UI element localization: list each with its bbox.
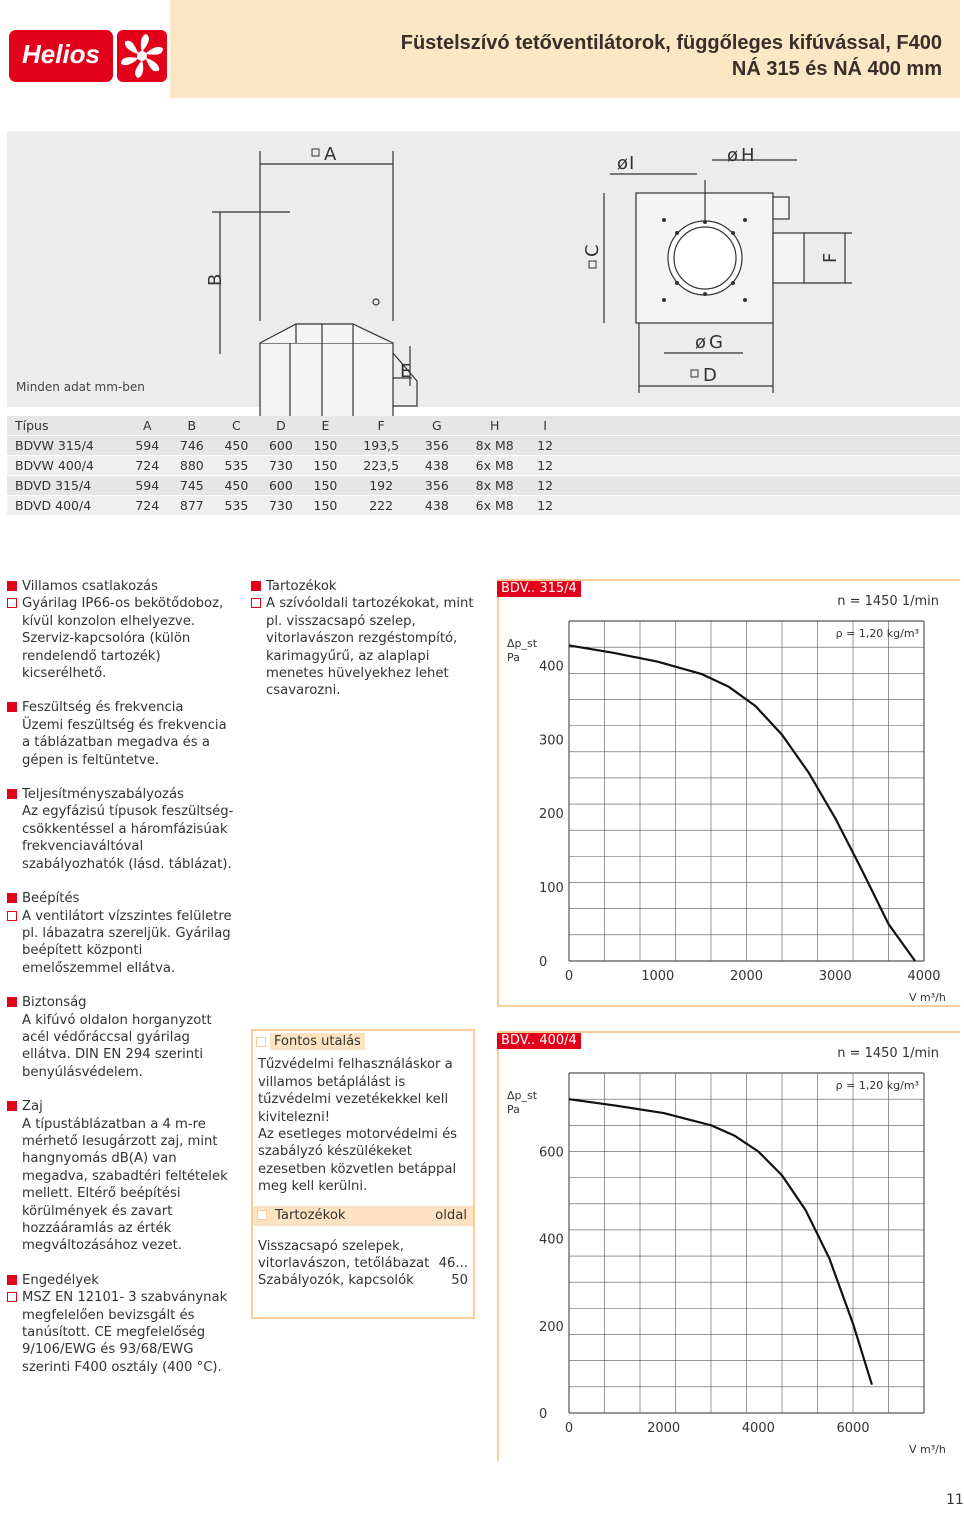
page-number: 11 <box>946 1492 964 1508</box>
x-tick-label: 2000 <box>729 969 764 984</box>
table-cell: 535 <box>214 496 259 516</box>
y-tick-label: 0 <box>539 955 548 970</box>
table-cell: 877 <box>170 496 215 516</box>
section-heading: Engedélyek <box>22 1272 99 1288</box>
table-cell: 594 <box>125 436 170 456</box>
y-tick-label: 400 <box>539 659 564 675</box>
table-row <box>7 476 960 496</box>
density-label: ρ = 1,20 kg/m³ <box>835 627 919 640</box>
performance-curve <box>569 1099 872 1385</box>
column-header: Típus <box>7 416 125 436</box>
dim-label-f: F <box>820 252 841 263</box>
dim-label-i-prefix: ø <box>617 153 629 174</box>
x-axis-label: V m³/h <box>909 1443 946 1456</box>
table-cell: 535 <box>214 456 259 476</box>
oldal-label: oldal <box>435 1207 467 1223</box>
x-tick-label: 1000 <box>641 969 675 984</box>
table-cell: BDVW 400/4 <box>7 456 125 476</box>
x-tick-label: 6000 <box>836 1421 870 1436</box>
table-spacer-cell <box>560 476 960 496</box>
fontos-heading: Fontos utalás <box>270 1033 365 1050</box>
chart-panel-400 <box>497 1031 960 1461</box>
x-tick-label: 3000 <box>818 969 852 984</box>
y-axis-unit: Pa <box>507 1103 520 1116</box>
red-square-icon <box>7 702 17 712</box>
table-cell: BDVD 400/4 <box>7 496 125 516</box>
dim-label-g-prefix: ø <box>695 332 707 353</box>
column-header: C <box>214 416 259 436</box>
red-square-icon <box>7 997 17 1007</box>
open-square-icon <box>256 1037 266 1047</box>
y-tick-label: 100 <box>539 881 564 897</box>
chart-panel-315 <box>497 579 960 1007</box>
open-square-icon <box>7 1292 17 1302</box>
y-tick-label: 300 <box>539 733 564 749</box>
table-cell: 150 <box>303 496 348 516</box>
table-cell: 356 <box>415 476 460 496</box>
speed-label: n = 1450 1/min <box>837 594 939 609</box>
speed-label: n = 1450 1/min <box>837 1046 939 1061</box>
important-note-box <box>251 1029 475 1319</box>
section-heading: Tartozékok <box>266 579 337 594</box>
section-heading: Teljesítményszabályozás <box>22 787 184 803</box>
dim-label-h-prefix: ø <box>727 145 739 166</box>
dim-label-i: I <box>629 153 635 174</box>
y-tick-label: 600 <box>539 1145 564 1161</box>
table-cell: 150 <box>303 456 348 476</box>
table-cell: 8x M8 <box>459 436 530 456</box>
section-teljesitmeny-title <box>22 786 237 803</box>
technical-drawing <box>7 131 960 407</box>
chart-400 <box>499 1033 960 1463</box>
column-header: B <box>170 416 215 436</box>
list-item <box>258 1272 468 1289</box>
table-cell: 450 <box>214 476 259 496</box>
column-header: H <box>459 416 530 436</box>
table-cell: 12 <box>530 436 560 456</box>
open-square-icon <box>7 911 17 921</box>
table-spacer-cell <box>560 436 960 456</box>
logo-box <box>9 30 113 82</box>
section-body: A típustáblázatban a 4 m-re mérhető lesugárzott zaj, mint hangnyomás dB(A) van megadva, szabadtéri feltételek mellett. Eltérő beépítési körülmények és zavart hozzááramlás az érték megváltozásához vezet. <box>22 1116 228 1254</box>
x-tick-label: 0 <box>564 1421 574 1436</box>
table-cell: 450 <box>214 436 259 456</box>
table-cell: 730 <box>259 496 304 516</box>
section-body: A kifúvó oldalon horganyzott acél védőráccsal gyárilag ellátva. DIN EN 294 szerinti benyúlásvédelem. <box>22 1012 212 1080</box>
section-body: Az egyfázisú típusok feszültség-csökkentéssel a háromfázisúak frekvenciaváltóval szabályozhatók (lásd. táblázat). <box>22 804 234 872</box>
table-row <box>7 496 960 516</box>
section-body: Gyárilag IP66-os bekötődoboz, kívül konzolon elhelyezve. Szerviz-kapcsolóra (külön rendelendő tartozék) kicserélhető. <box>22 596 224 682</box>
table-cell: 438 <box>415 496 460 516</box>
dim-label-d: D <box>703 365 717 386</box>
logo-text: Helios <box>21 39 101 69</box>
column-left <box>22 578 237 1376</box>
table-cell: 12 <box>530 496 560 516</box>
fontos-title-row <box>258 1033 468 1050</box>
list-item-name: Szabályozók, kapcsolók <box>258 1273 414 1289</box>
section-villamos-title <box>22 578 237 595</box>
dim-label-e: E <box>400 361 412 382</box>
x-tick-label: 0 <box>564 969 574 984</box>
table-cell: 745 <box>170 476 215 496</box>
section-feszultseg-title <box>22 699 237 716</box>
section-body: A ventilátort vízszintes felületre pl. lábazatra szereljük. Gyárilag beépített központi emelőszemmel ellátva. <box>22 908 232 976</box>
section-villamos-text <box>22 595 237 682</box>
table-cell: 730 <box>259 456 304 476</box>
table-cell: 223,5 <box>348 456 415 476</box>
red-square-icon <box>7 581 17 591</box>
section-body: MSZ EN 12101- 3 szabványnak megfelelően bevizsgált és tanúsított. CE megfelelőség 9/106/EWG és 93/68/EWG szerinti F400 osztály (400 °C). <box>22 1290 228 1375</box>
open-square-icon <box>251 598 261 608</box>
dim-label-h: H <box>741 145 755 166</box>
section-heading: Zaj <box>22 1099 43 1115</box>
list-item <box>258 1238 468 1273</box>
tartozekok-label: Tartozékok <box>275 1207 346 1223</box>
page-title <box>401 30 942 82</box>
table-row <box>7 436 960 456</box>
table-cell: 193,5 <box>348 436 415 456</box>
table-cell: 150 <box>303 476 348 496</box>
list-item-page: 50 <box>451 1273 468 1289</box>
dim-label-b: B <box>205 273 226 286</box>
table-cell: 746 <box>170 436 215 456</box>
unit-note: Minden adat mm-ben <box>16 380 145 394</box>
density-label: ρ = 1,20 kg/m³ <box>835 1079 919 1092</box>
dim-label-a: A <box>324 144 337 165</box>
chart-tag: BDV.. 315/4 <box>497 581 581 597</box>
section-tartozekok-title <box>266 578 478 595</box>
table-cell: 192 <box>348 476 415 496</box>
y-tick-label: 0 <box>539 1407 548 1422</box>
fan-icon <box>117 30 167 82</box>
column-header: D <box>259 416 304 436</box>
fontos-text-2: Az esetleges motorvédelmi és szabályzó készülékeket ezesetben közvetlen betáppal meg kell kerülni. <box>258 1127 458 1195</box>
y-axis-label: Δp_st <box>507 1089 538 1102</box>
y-tick-label: 400 <box>539 1232 564 1248</box>
table-cell: BDVD 315/4 <box>7 476 125 496</box>
y-axis-unit: Pa <box>507 651 520 664</box>
table-cell: 438 <box>415 456 460 476</box>
table-cell: 600 <box>259 476 304 496</box>
red-square-icon <box>7 893 17 903</box>
red-square-icon <box>7 1275 17 1285</box>
section-zaj-title <box>22 1098 237 1115</box>
table-cell: 12 <box>530 456 560 476</box>
title-line-2: NÁ 315 és NÁ 400 mm <box>731 58 942 80</box>
x-axis-label: V m³/h <box>909 991 946 1004</box>
performance-curve <box>569 645 915 961</box>
section-heading: Feszültség és frekvencia <box>22 700 184 716</box>
column-header: E <box>303 416 348 436</box>
y-tick-label: 200 <box>539 1319 564 1335</box>
open-square-icon <box>257 1210 267 1220</box>
table-spacer-cell <box>560 456 960 476</box>
column-header: I <box>530 416 560 436</box>
red-square-icon <box>251 581 261 591</box>
open-square-icon <box>7 598 17 608</box>
section-beepites-text <box>22 908 237 978</box>
table-cell: 150 <box>303 436 348 456</box>
section-body: A szívóoldali tartozékokat, mint pl. visszacsapó szelep, vitorlavászon rezgéstompító, karimagyűrű, az alaplapi menetes hüvelyekhez lehet csavarozni. <box>266 596 474 699</box>
table-cell: 724 <box>125 456 170 476</box>
x-tick-label: 4000 <box>907 969 941 984</box>
section-tartozekok-text <box>266 595 478 699</box>
table-cell: BDVW 315/4 <box>7 436 125 456</box>
column-header: A <box>125 416 170 436</box>
x-tick-label: 2000 <box>647 1421 681 1436</box>
list-item-page: 46... <box>438 1256 468 1272</box>
column-header: F <box>348 416 415 436</box>
column-header: G <box>415 416 460 436</box>
table-cell: 6x M8 <box>459 496 530 516</box>
table-cell: 222 <box>348 496 415 516</box>
section-body: Üzemi feszültség és frekvencia a táblázatban megadva és a gépen is feltüntetve. <box>22 717 227 768</box>
table-cell: 600 <box>259 436 304 456</box>
chart-tag: BDV.. 400/4 <box>497 1033 581 1049</box>
table-cell: 356 <box>415 436 460 456</box>
section-heading: Biztonság <box>22 995 87 1011</box>
dim-label-g: G <box>709 332 723 353</box>
tartozekok-header-row <box>253 1206 473 1226</box>
table-cell: 724 <box>125 496 170 516</box>
list-item-name: Visszacsapó szelepek, vitorlavászon, tetőlábazat <box>258 1238 430 1272</box>
chart-315 <box>499 581 960 1007</box>
red-square-icon <box>7 1101 17 1111</box>
table-spacer <box>560 416 960 436</box>
y-tick-label: 200 <box>539 807 564 823</box>
table-row <box>7 456 960 476</box>
section-engedelyek-title <box>22 1272 237 1289</box>
table-cell: 880 <box>170 456 215 476</box>
fontos-text-1: Tűzvédelmi felhasználáskor a villamos betáplálást is tűzvédelmi vezetékekkel kell kivitelezni! <box>258 1057 453 1125</box>
helios-logo <box>9 30 161 82</box>
section-heading: Beépítés <box>22 891 80 907</box>
table-spacer-cell <box>560 496 960 516</box>
table-cell: 8x M8 <box>459 476 530 496</box>
y-axis-label: Δp_st <box>507 637 538 650</box>
table-cell: 12 <box>530 476 560 496</box>
section-beepites-title <box>22 890 237 907</box>
title-line-1: Füstelszívó tetőventilátorok, függőleges kifúvással, F400 <box>400 32 942 54</box>
dim-label-c: C <box>582 244 603 257</box>
table-header-row <box>7 416 960 436</box>
column-middle <box>266 578 478 700</box>
table-cell: 6x M8 <box>459 456 530 476</box>
section-engedelyek-text <box>22 1289 237 1376</box>
dimensions-table <box>7 416 960 515</box>
x-tick-label: 4000 <box>741 1421 775 1436</box>
section-heading: Villamos csatlakozás <box>22 579 159 594</box>
table-cell: 594 <box>125 476 170 496</box>
section-biztonsag-title <box>22 994 237 1011</box>
red-square-icon <box>7 789 17 799</box>
